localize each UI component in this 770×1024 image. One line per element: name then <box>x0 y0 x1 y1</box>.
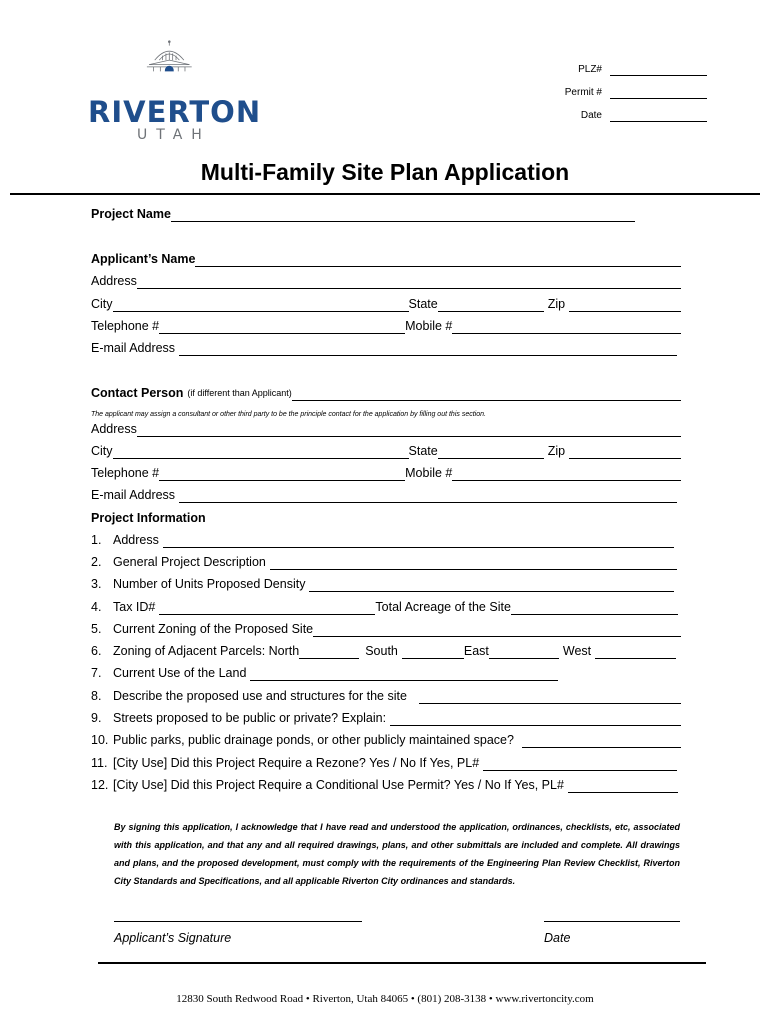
item-number: 1. <box>91 533 102 547</box>
applicant-phone-row <box>91 319 681 334</box>
item-number: 5. <box>91 622 102 636</box>
applicant-state-line[interactable] <box>438 298 544 312</box>
contact-address-field[interactable] <box>91 422 681 437</box>
applicant-telephone-label: Telephone # <box>91 319 160 333</box>
item-number: 10. <box>91 733 109 747</box>
item-line[interactable] <box>270 556 677 570</box>
item-number: 9. <box>91 711 102 725</box>
applicant-city-line[interactable] <box>113 298 409 312</box>
item-line[interactable] <box>390 712 681 726</box>
item-number: 11. <box>91 756 108 770</box>
item-line[interactable] <box>522 734 681 748</box>
title-divider <box>10 193 760 195</box>
total-acreage-line[interactable] <box>511 601 678 615</box>
info-item-8[interactable] <box>91 689 681 704</box>
item-line[interactable] <box>313 623 681 637</box>
applicant-state-label: State <box>408 297 438 311</box>
item-label: Streets proposed to be public or private? Explain: <box>113 711 387 725</box>
plz-label: PLZ# <box>578 64 602 75</box>
info-item-7[interactable] <box>91 666 558 681</box>
applicant-email-line[interactable] <box>179 342 677 356</box>
item-line[interactable] <box>309 578 674 592</box>
item-number: 4. <box>91 600 102 614</box>
item-number: 3. <box>91 577 102 591</box>
applicant-zip-line[interactable] <box>569 298 681 312</box>
contact-note: The applicant may assign a consultant or other third party to be the principle contact for the application by filling out this section. <box>91 411 486 418</box>
info-item-6 <box>91 644 676 659</box>
east-line[interactable] <box>489 645 559 659</box>
conditional-use-pl-line[interactable] <box>568 779 678 793</box>
applicant-mobile-label: Mobile # <box>405 319 453 333</box>
logo-wordmark: RIVERTON <box>88 95 262 129</box>
item-label: [City Use] Did this Project Require a Conditional Use Permit? Yes / No If Yes, PL# <box>113 778 564 792</box>
permit-field[interactable] <box>565 87 707 99</box>
item-number: 2. <box>91 555 102 569</box>
item-label: General Project Description <box>113 555 266 569</box>
contact-email-field[interactable] <box>91 488 677 503</box>
acknowledgement-text: By signing this application, I acknowledge that I have read and understood the application, ordinances, checklists, etc, associated with this application, and that any and all required drawings, plans, and other submittals are included and complete. All drawings and plans, and the proposed development, must comply with the requirements of the Engineering Plan Review Checklist, Riverton City Standards and Specifications, and all applicable Riverton City ordinances and standards. <box>114 822 680 886</box>
item-number: 7. <box>91 666 102 680</box>
contact-person-field[interactable] <box>91 386 681 401</box>
info-item-1[interactable] <box>91 533 674 548</box>
east-label: East <box>463 644 489 658</box>
project-name-field[interactable] <box>91 207 635 222</box>
contact-email-label: E-mail Address <box>91 488 176 502</box>
applicant-email-field[interactable] <box>91 341 677 356</box>
item-label: Zoning of Adjacent Parcels: North <box>113 644 300 658</box>
applicant-zip-label: Zip <box>547 297 566 311</box>
logo-subtitle: UTAH <box>137 127 211 143</box>
office-date-line[interactable] <box>610 111 707 122</box>
west-line[interactable] <box>595 645 676 659</box>
contact-telephone-line[interactable] <box>159 467 405 481</box>
item-number: 12. <box>91 778 109 792</box>
applicant-name-label: Applicant’s Name <box>91 252 196 266</box>
contact-city-label: City <box>91 444 113 458</box>
contact-zip-line[interactable] <box>569 445 681 459</box>
info-item-3[interactable] <box>91 577 674 592</box>
total-acreage-label: Total Acreage of the Site <box>375 600 511 614</box>
item-label: Current Use of the Land <box>113 666 247 680</box>
office-date-field[interactable] <box>581 110 707 122</box>
contact-state-label: State <box>408 444 438 458</box>
applicant-signature-line[interactable] <box>114 920 362 922</box>
applicant-email-label: E-mail Address <box>91 341 176 355</box>
contact-state-line[interactable] <box>438 445 544 459</box>
contact-person-note: (if different than Applicant) <box>187 388 292 398</box>
applicant-city-state-zip <box>91 297 681 312</box>
west-label: West <box>562 644 592 658</box>
item-label: Public parks, public drainage ponds, or other publicly maintained space? <box>113 733 514 747</box>
footer-divider <box>98 962 706 964</box>
applicant-mobile-line[interactable] <box>452 320 681 334</box>
item-label: Address <box>113 533 159 547</box>
contact-address-label: Address <box>91 422 137 436</box>
info-item-11[interactable] <box>91 756 677 771</box>
page-title: Multi-Family Site Plan Application <box>200 159 570 185</box>
project-info-heading: Project Information <box>91 511 206 525</box>
signature-date-line[interactable] <box>544 920 680 922</box>
info-item-12[interactable] <box>91 778 678 793</box>
contact-zip-label: Zip <box>547 444 566 458</box>
applicant-city-label: City <box>91 297 113 311</box>
info-item-5[interactable] <box>91 622 681 637</box>
north-line[interactable] <box>299 645 359 659</box>
info-item-4 <box>91 600 678 615</box>
contact-person-label: Contact Person <box>91 386 184 400</box>
plz-field[interactable] <box>578 64 707 76</box>
south-label: South <box>365 644 398 658</box>
item-label: Current Zoning of the Proposed Site <box>113 622 314 636</box>
info-item-10[interactable] <box>91 733 681 748</box>
applicant-telephone-line[interactable] <box>159 320 405 334</box>
info-item-9[interactable] <box>91 711 681 726</box>
item-number: 6. <box>91 644 102 658</box>
info-item-2[interactable] <box>91 555 677 570</box>
item-label: Describe the proposed use and structures for the site <box>113 689 407 703</box>
contact-mobile-line[interactable] <box>452 467 681 481</box>
item-number: 8. <box>91 689 102 703</box>
project-name-label: Project Name <box>91 207 171 221</box>
plz-line[interactable] <box>610 65 707 76</box>
applicant-address-line[interactable] <box>137 275 681 289</box>
item-line[interactable] <box>250 667 558 681</box>
applicant-name-field[interactable] <box>91 252 681 267</box>
footer-contact: 12830 South Redwood Road • Riverton, Utah 84065 • (801) 208-3138 • www.rivertoncity.com <box>176 993 594 1005</box>
contact-person-line[interactable] <box>292 387 681 401</box>
signature-date-label: Date <box>544 931 571 945</box>
contact-city-state-zip <box>91 444 681 459</box>
item-line[interactable] <box>419 690 681 704</box>
item-label: Tax ID# <box>113 600 156 614</box>
contact-city-line[interactable] <box>113 445 409 459</box>
item-line[interactable] <box>163 534 674 548</box>
permit-line[interactable] <box>610 88 707 99</box>
permit-label: Permit # <box>564 87 602 98</box>
office-date-label: Date <box>580 110 602 121</box>
applicant-address-field[interactable] <box>91 274 681 289</box>
tax-id-line[interactable] <box>159 601 375 615</box>
project-name-line[interactable] <box>171 208 635 222</box>
contact-telephone-label: Telephone # <box>91 466 160 480</box>
city-hall-logo-icon <box>86 40 261 96</box>
rezone-pl-line[interactable] <box>483 757 677 771</box>
applicant-name-line[interactable] <box>195 253 681 267</box>
contact-mobile-label: Mobile # <box>405 466 453 480</box>
applicant-signature-label: Applicant’s Signature <box>114 931 232 945</box>
contact-address-line[interactable] <box>137 423 681 437</box>
item-label: Number of Units Proposed Density <box>113 577 306 591</box>
item-label: [City Use] Did this Project Require a Rezone? Yes / No If Yes, PL# <box>113 756 480 770</box>
contact-email-line[interactable] <box>179 489 677 503</box>
south-line[interactable] <box>402 645 464 659</box>
contact-phone-row <box>91 466 681 481</box>
applicant-address-label: Address <box>91 274 137 288</box>
